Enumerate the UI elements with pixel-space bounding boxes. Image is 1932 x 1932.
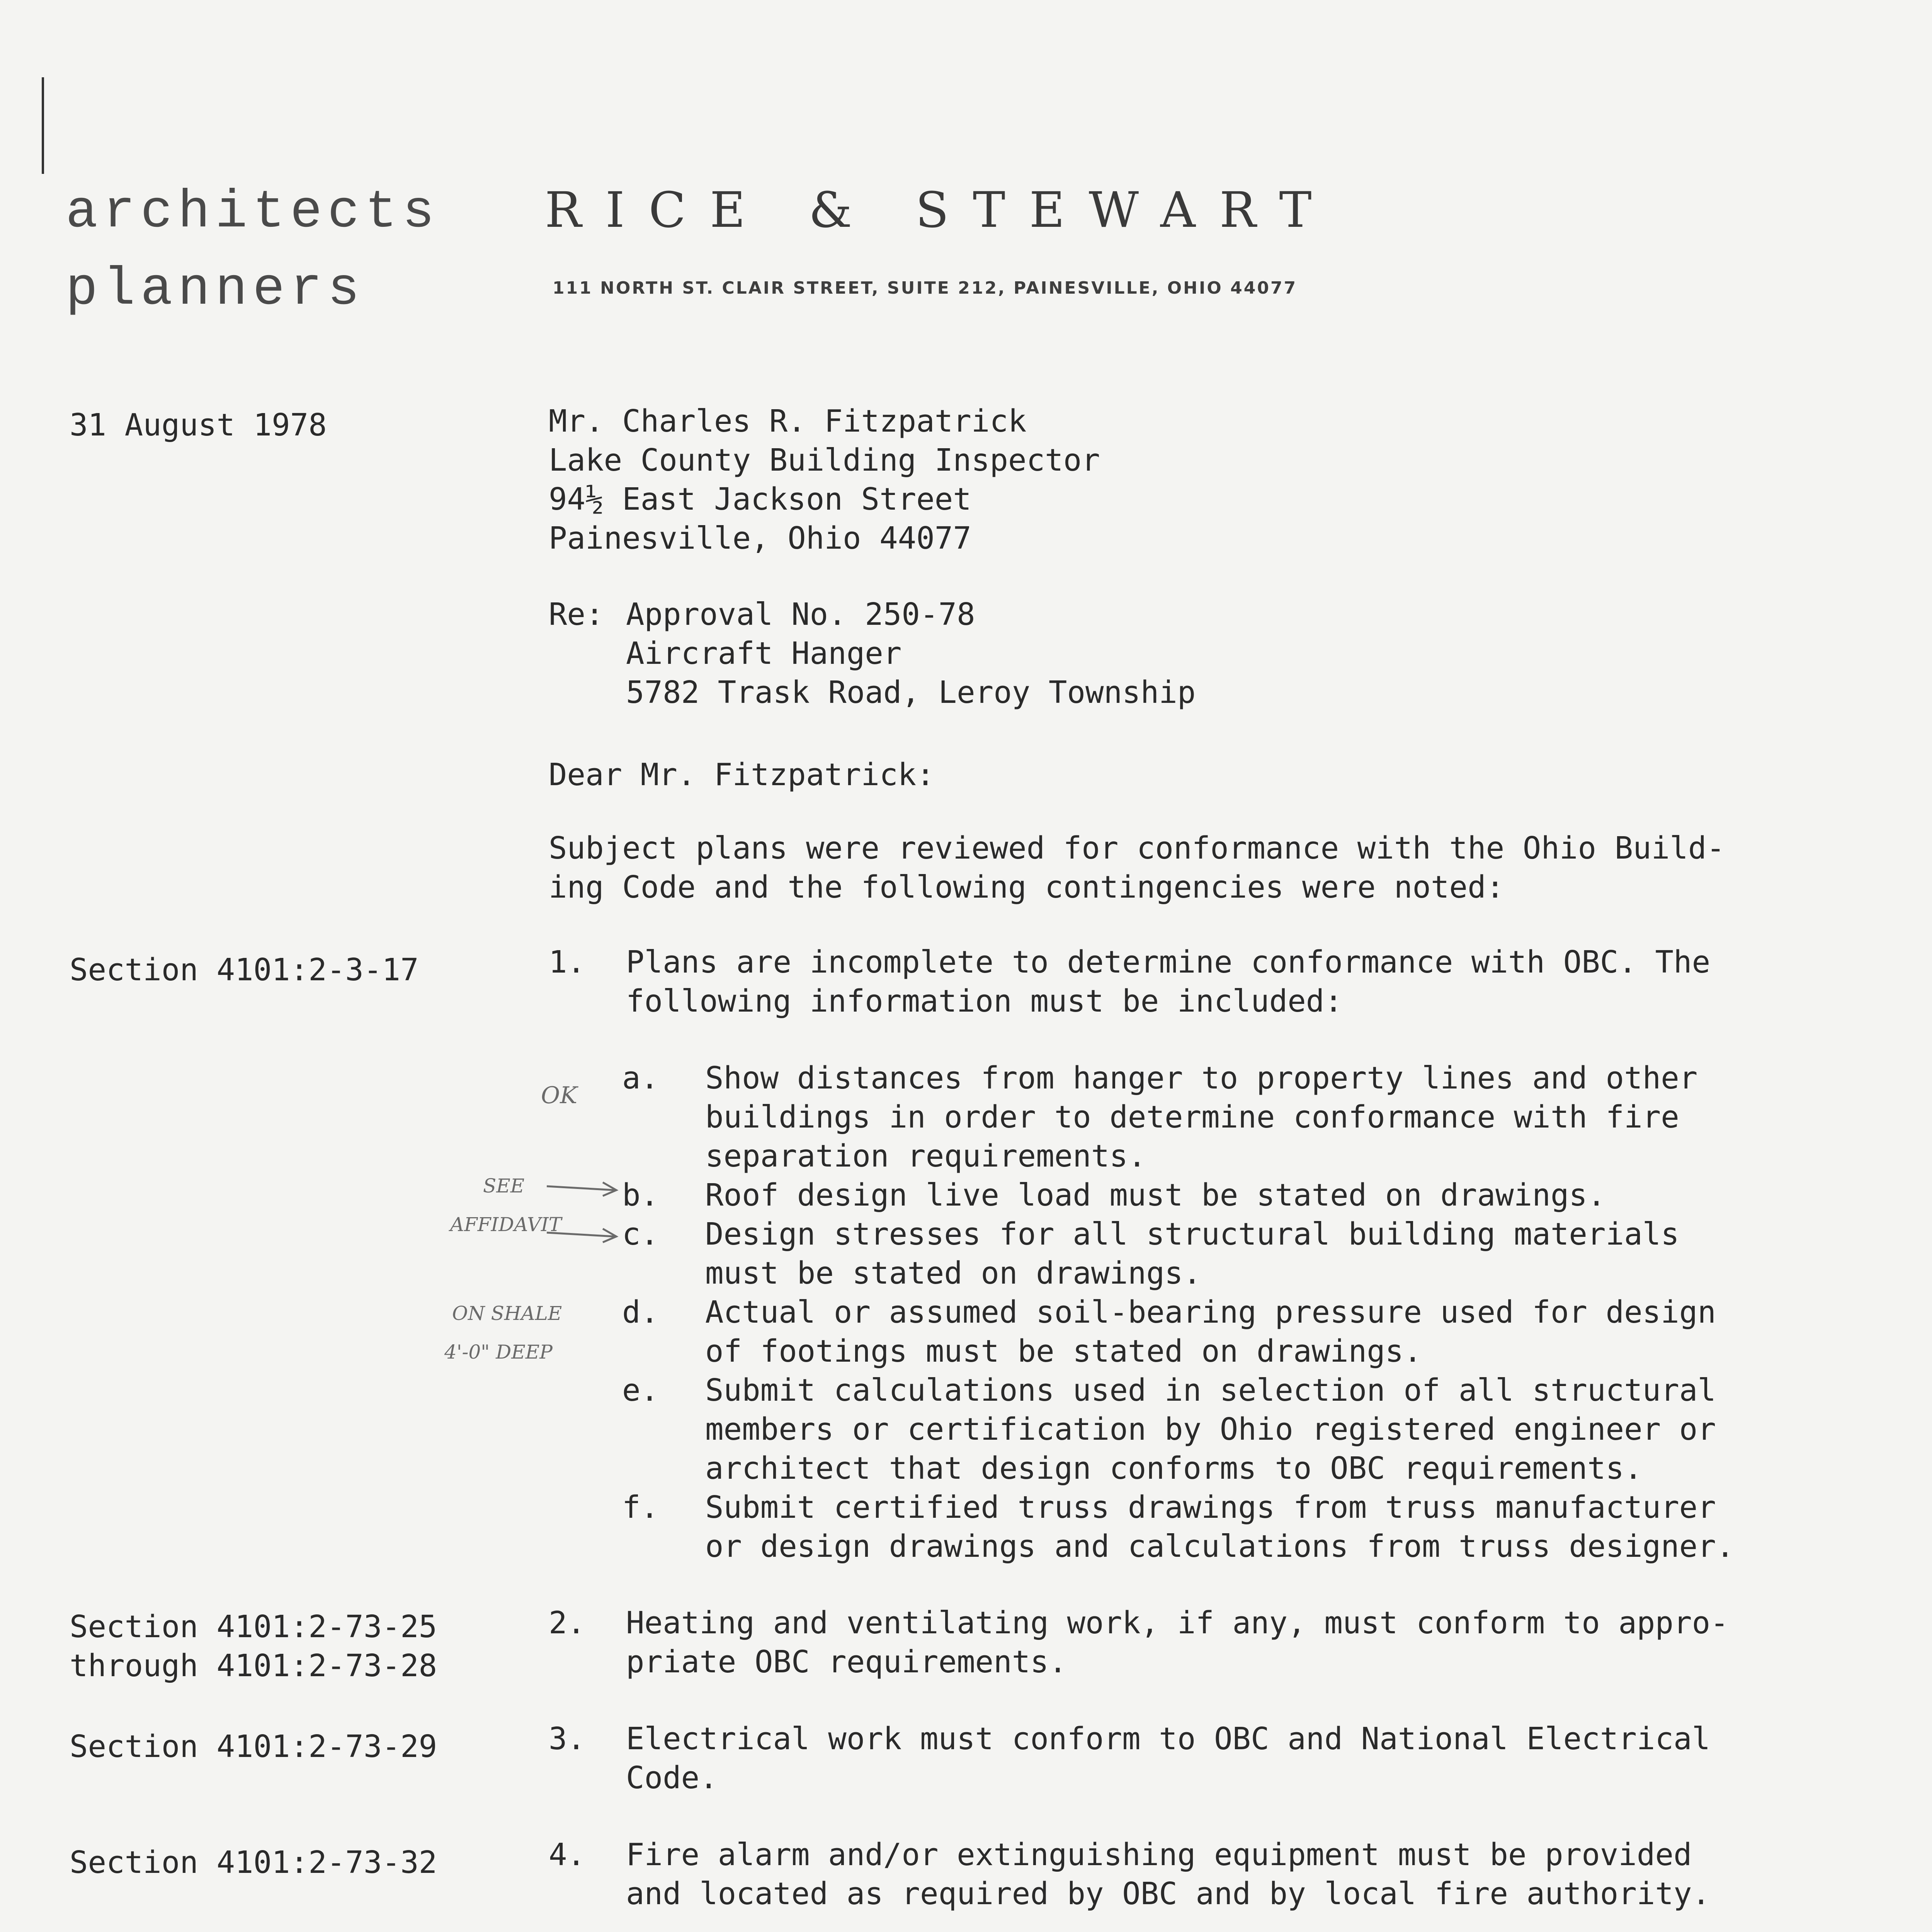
item-line: Code. xyxy=(626,1760,718,1796)
letter-date: 31 August 1978 xyxy=(70,407,327,443)
tagline-line-1: architects xyxy=(66,182,440,243)
item-text-4 xyxy=(626,1835,1710,1913)
item-text-1 xyxy=(626,943,1710,1021)
subitem-letter-d: d. xyxy=(622,1294,659,1330)
section-ref-4: Section 4101:2-73-32 xyxy=(70,1845,437,1880)
item-line: following information must be included: xyxy=(626,983,1343,1019)
item-line: Heating and ventilating work, if any, must conform to appro- xyxy=(626,1605,1729,1641)
letterhead-tagline xyxy=(66,174,440,328)
item-line: Plans are incomplete to determine conformance with OBC. The xyxy=(626,944,1711,980)
subitem-line: or design drawings and calculations from truss designer. xyxy=(705,1529,1735,1564)
subitem-letter-a: a. xyxy=(622,1060,659,1096)
subitem-line: Submit calculations used in selection of all structural xyxy=(705,1372,1716,1408)
subitem-line: Roof design live load must be stated on drawings. xyxy=(705,1177,1606,1213)
item-number-3: 3. xyxy=(549,1721,586,1757)
re-line: Approval No. 250-78 xyxy=(626,597,975,632)
item-line: Fire alarm and/or extinguishing equipment must be provided xyxy=(626,1837,1692,1872)
recipient-line: Mr. Charles R. Fitzpatrick xyxy=(549,403,1027,439)
subitem-line: of footings must be stated on drawings. xyxy=(705,1333,1422,1369)
subitem-text-c xyxy=(705,1215,1679,1293)
left-edge-mark-top xyxy=(42,77,44,174)
recipient-address xyxy=(549,402,1100,558)
item-number-2: 2. xyxy=(549,1605,586,1641)
item-text-2 xyxy=(626,1604,1729,1682)
subitem-text-f xyxy=(705,1488,1734,1566)
intro-line: Subject plans were reviewed for conformance with the Ohio Build- xyxy=(549,830,1725,866)
recipient-line: Lake County Building Inspector xyxy=(549,442,1100,478)
subitem-text-b xyxy=(705,1176,1606,1215)
firm-name: RICE & STEWART xyxy=(545,182,1336,238)
subitem-line: architect that design conforms to OBC requirements. xyxy=(705,1451,1643,1486)
recipient-line: Painesville, Ohio 44077 xyxy=(549,520,971,556)
subitem-letter-b: b. xyxy=(622,1177,659,1213)
re-line: Aircraft Hanger xyxy=(626,636,902,671)
annotation-affidavit: AFFIDAVIT xyxy=(450,1213,562,1236)
subitem-line: members or certification by Ohio registered engineer or xyxy=(705,1412,1716,1447)
subitem-letter-f: f. xyxy=(622,1490,659,1525)
subitem-text-a xyxy=(705,1059,1697,1176)
section-line: through 4101:2-73-28 xyxy=(70,1648,437,1684)
re-line: 5782 Trask Road, Leroy Township xyxy=(626,675,1196,710)
annotation-arrow-c xyxy=(545,1225,622,1248)
annotation-arrow-b xyxy=(545,1175,622,1198)
recipient-line: 94½ East Jackson Street xyxy=(549,481,971,517)
section-line: Section 4101:2-73-25 xyxy=(70,1609,437,1645)
subitem-line: buildings in order to determine conformance with fire xyxy=(705,1099,1679,1135)
subitem-letter-e: e. xyxy=(622,1372,659,1408)
subitem-line: Actual or assumed soil-bearing pressure used for design xyxy=(705,1294,1716,1330)
section-ref-3: Section 4101:2-73-29 xyxy=(70,1729,437,1764)
subitem-text-e xyxy=(705,1371,1716,1488)
subitem-line: separation requirements. xyxy=(705,1138,1146,1174)
intro-paragraph xyxy=(549,829,1725,907)
section-ref-1: Section 4101:2-3-17 xyxy=(70,952,419,988)
annotation-see: SEE xyxy=(483,1175,525,1197)
re-label: Re: xyxy=(549,597,604,632)
tagline-line-2: planners xyxy=(66,260,365,320)
subitem-line: Design stresses for all structural building materials xyxy=(705,1216,1679,1252)
item-number-4: 4. xyxy=(549,1837,586,1872)
subitem-line: must be stated on drawings. xyxy=(705,1255,1202,1291)
annotation-on-shale: ON SHALE xyxy=(452,1302,562,1325)
subitem-text-d xyxy=(705,1293,1716,1371)
item-line: and located as required by OBC and by local fire authority. xyxy=(626,1876,1711,1912)
subitem-line: Submit certified truss drawings from truss manufacturer xyxy=(705,1490,1716,1525)
annotation-ok: OK xyxy=(541,1082,578,1109)
intro-line: ing Code and the following contingencies were noted: xyxy=(549,869,1505,905)
re-lines xyxy=(626,595,1196,712)
subitem-line: Show distances from hanger to property lines and other xyxy=(705,1060,1698,1096)
annotation-depth: 4'-0" DEEP xyxy=(444,1341,553,1363)
section-ref-2 xyxy=(70,1607,437,1685)
item-line: priate OBC requirements. xyxy=(626,1644,1067,1680)
item-text-3 xyxy=(626,1719,1710,1798)
salutation: Dear Mr. Fitzpatrick: xyxy=(549,757,935,793)
firm-address: 111 NORTH ST. CLAIR STREET, SUITE 212, PAINESVILLE, OHIO 44077 xyxy=(553,278,1298,298)
item-number-1: 1. xyxy=(549,944,586,980)
item-line: Electrical work must conform to OBC and National Electrical xyxy=(626,1721,1711,1757)
subitem-letter-c: c. xyxy=(622,1216,659,1252)
